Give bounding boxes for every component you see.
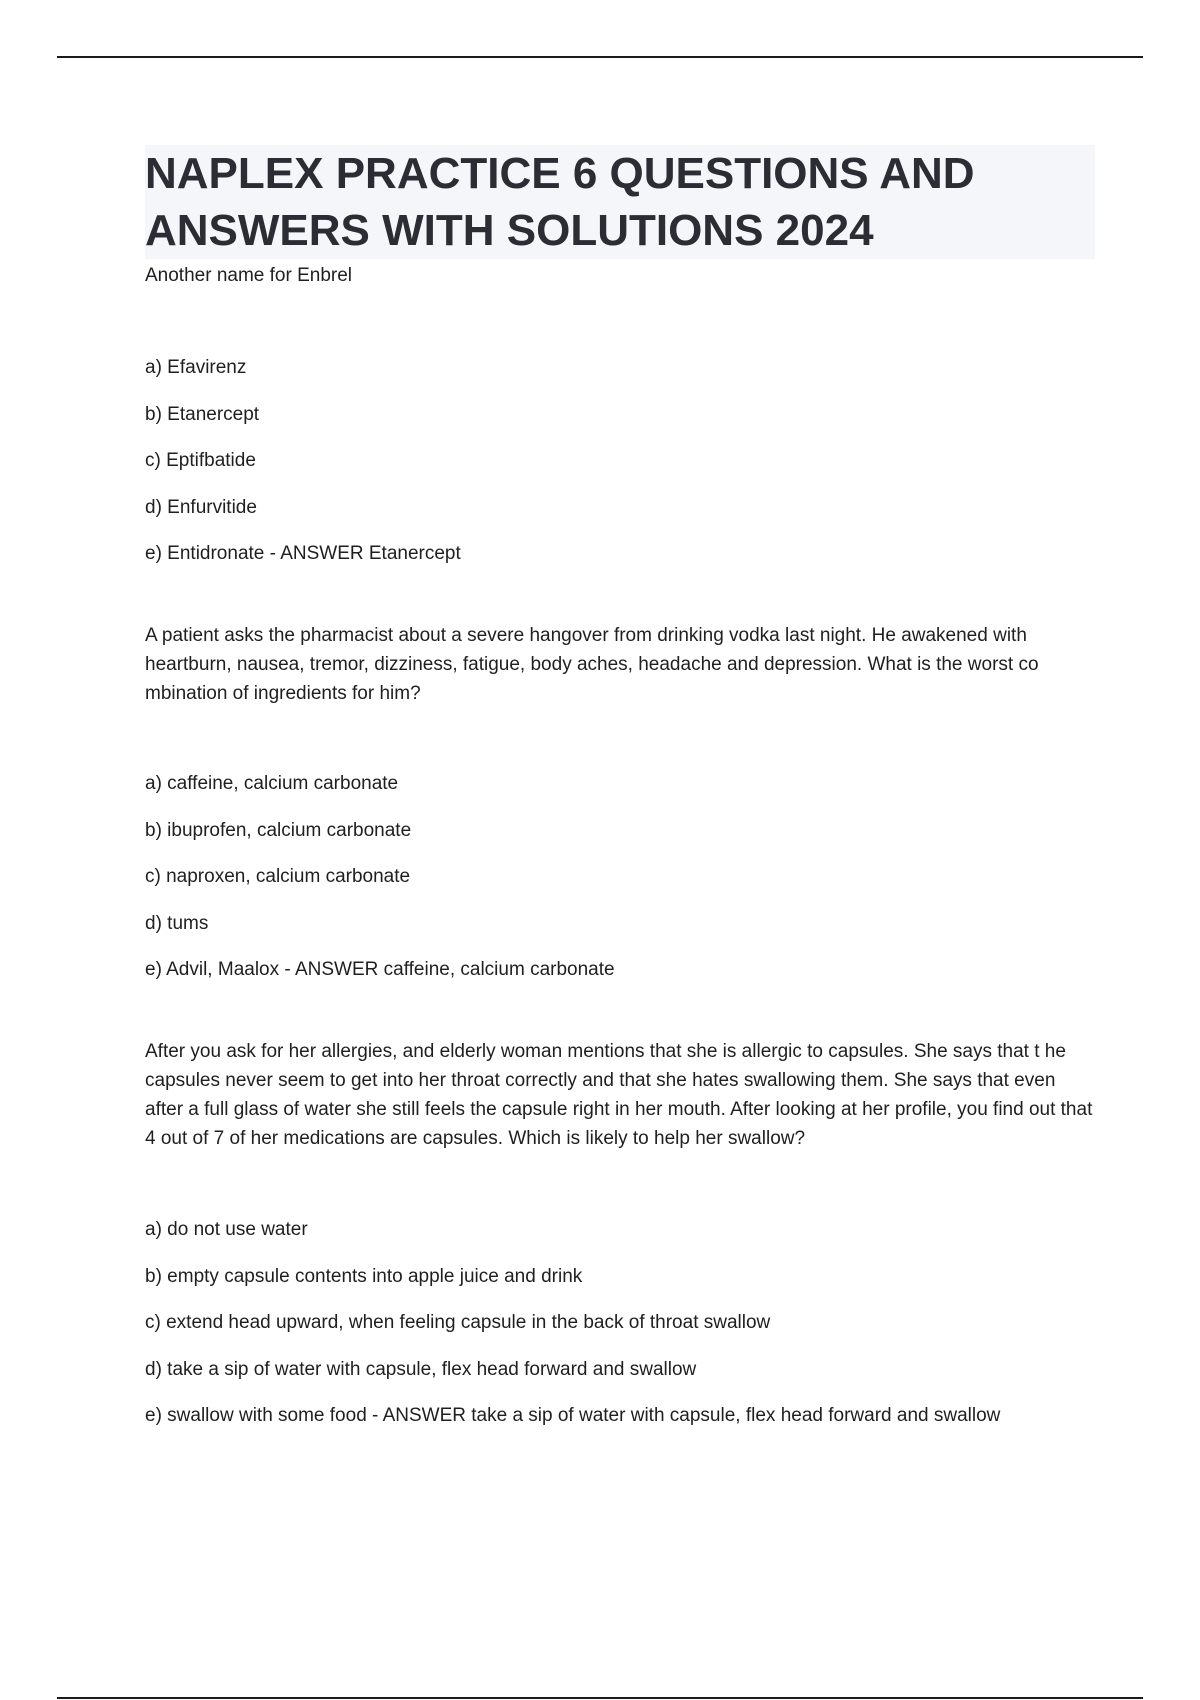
option-b: b) empty capsule contents into apple juice and drink (145, 1265, 583, 1287)
option-d: d) tums (145, 912, 209, 934)
title-block (145, 145, 1095, 259)
option-c: c) Eptifbatide (145, 450, 256, 471)
header-rule (57, 56, 1143, 58)
option-e-answer: e) Advil, Maalox - ANSWER caffeine, calcium carbonate (145, 959, 615, 980)
document-body (145, 145, 1095, 1449)
question-2-text: A patient asks the pharmacist about a severe hangover from drinking vodka last night. He awakened with heartburn, nausea, tremor, dizziness, fatigue, body aches, headache and depression. What is the worst co mbination of ingredients for him? (145, 625, 1039, 704)
question-2-options (145, 770, 1095, 983)
option-b: b) ibuprofen, calcium carbonate (145, 819, 412, 841)
option-d: d) Enfurvitide (145, 496, 257, 518)
question-2 (145, 621, 1095, 983)
question-3 (145, 1037, 1095, 1429)
option-c: c) extend head upward, when feeling capsule in the back of throat swallow (145, 1312, 771, 1333)
footer-rule (57, 1697, 1143, 1699)
option-a: a) caffeine, calcium carbonate (145, 773, 399, 794)
question-1-text: Another name for Enbrel (145, 265, 353, 286)
option-d: d) take a sip of water with capsule, flex head forward and swallow (145, 1358, 697, 1380)
option-c: c) naproxen, calcium carbonate (145, 866, 411, 887)
option-a: a) do not use water (145, 1219, 308, 1240)
question-3-text: After you ask for her allergies, and elderly woman mentions that she is allergic to capsules. She says that t he capsules never seem to get into her throat correctly and that she hates swallowing them. She says that even after a full glass of water she still feels the capsule right in her mouth. After looking at her profile, you find out that 4 out of 7 of her medications are capsules. Which is likely to help her swallow? (145, 1041, 1093, 1149)
option-a: a) Efavirenz (145, 357, 247, 378)
question-1 (145, 261, 1095, 567)
option-e-answer: e) Entidronate - ANSWER Etanercept (145, 543, 461, 564)
option-b: b) Etanercept (145, 403, 260, 425)
question-3-options (145, 1216, 1095, 1429)
option-e-answer: e) swallow with some food - ANSWER take a sip of water with capsule, flex head forward and swallow (145, 1405, 1001, 1426)
document-title: NAPLEX PRACTICE 6 QUESTIONS AND ANSWERS WITH SOLUTIONS 2024 (145, 149, 975, 255)
question-1-options (145, 354, 1095, 567)
